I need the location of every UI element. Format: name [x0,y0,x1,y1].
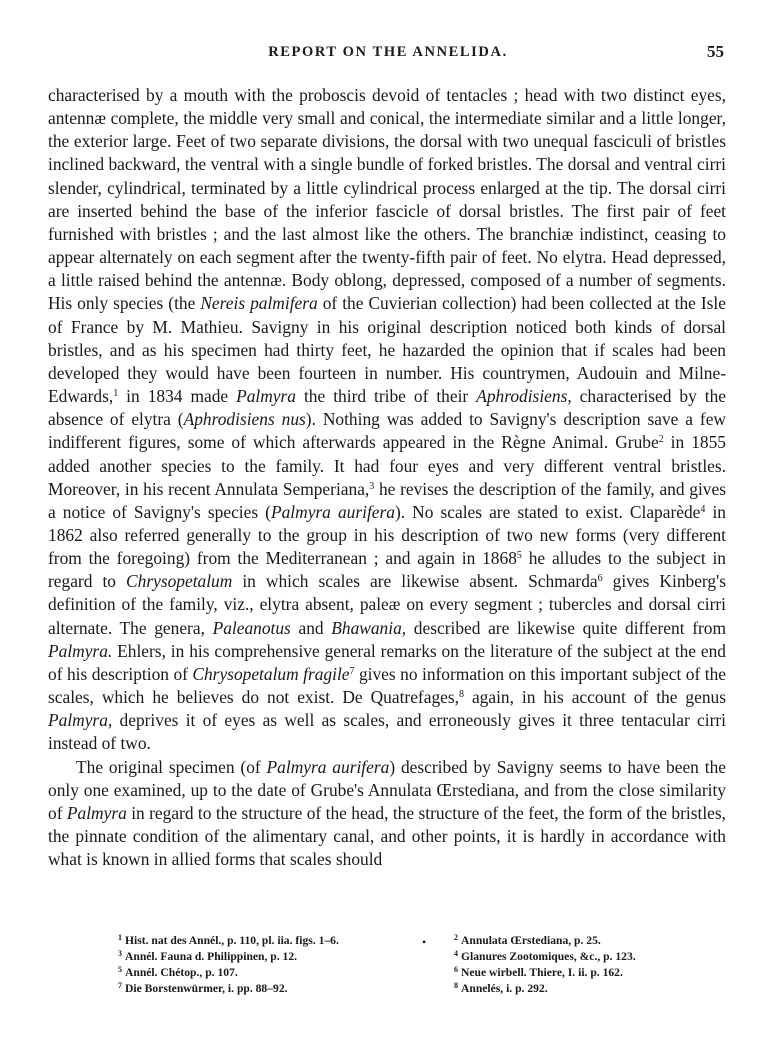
footnote-ref: 7 [349,665,355,677]
footnote-text: Die Borstenwürmer, i. pp. 88–92. [125,982,288,995]
text-run: gives no information on this important subject of the scales, which he believes do not exist. De Quatrefages, [48,663,726,708]
italic-taxon: Palmyra. [48,640,113,661]
footnote-7 [118,981,454,997]
italic-taxon: Paleanotus [212,617,291,638]
footnote-text: Annél. Fauna d. Philippinen, p. 12. [125,950,298,963]
italic-taxon: Chrysopetalum fragile [192,663,350,684]
page-number: 55 [707,42,724,61]
footnote-text: Hist. nat des Annél., p. 110, pl. iia. figs. 1–6. [125,934,339,947]
text-run: in which scales are likewise absent. Schmarda [232,571,598,592]
text-run: again, in his account of the genus [463,687,726,708]
footnote-number: 7 [118,981,122,990]
italic-taxon: Aphrodisiens, [476,386,572,407]
footnote-6 [454,965,734,981]
footnote-ref: 2 [658,434,664,446]
text-run: in 1855 added another species to the family. It had four eyes and very different ventral bristles. Moreover, in his recent Annulata Semperiana, [48,432,726,499]
page-header [0,44,776,68]
italic-taxon: Bhawania, [331,617,407,638]
text-run: ). No scales are stated to exist. Claparède [394,501,701,522]
italic-taxon: Palmyra aurifera [270,501,395,522]
footnote-4 [454,949,734,965]
footnote-3 [118,949,454,965]
footnote-ref: 4 [700,503,706,515]
stray-dot: • [422,935,427,949]
footnote-number: 4 [454,949,458,958]
footnote-text: Annulata Œrstediana, p. 25. [461,934,601,947]
footnote-number: 6 [454,965,458,974]
text-run: he alludes to the subject in regard to [48,548,726,592]
footnote-8 [454,981,734,997]
footnote-5 [118,965,454,981]
text-run: described are likewise quite different from [406,617,727,638]
text-run: The original specimen (of [76,756,267,777]
footnote-ref: 5 [516,550,522,562]
footnote-row [118,933,738,949]
footnote-row [118,965,738,981]
body-text [48,84,726,871]
footnotes [118,933,738,997]
footnote-number: 3 [118,949,122,958]
text-run: characterised by the absence of elytra ( [48,386,726,430]
italic-taxon: Palmyra [236,386,296,407]
footnote-1 [118,933,454,949]
footnote-number: 5 [118,965,122,974]
italic-taxon: Chrysopetalum [126,571,233,592]
text-run: ) described by Savigny seems to have been the only one examined, up to the date of Grube's Annulata Œrstediana, and from the close similarity of [48,756,726,823]
text-run: in 1834 made [118,386,237,407]
italic-taxon: Nereis palmifera [200,293,318,314]
text-run: in regard to the structure of the head, the structure of the feet, the form of the bristles, the pinnate condition of the alimentary canal, and other points, it is hardly in accordance with what is known in allied forms that scales should [48,802,726,870]
italic-taxon: Palmyra [66,802,127,823]
text-run: of the Cuvierian collection) had been collected at the Isle of France by M. Mathieu. Savigny in his original description noticed both kinds of dorsal bristles, and as his specimen had thirty feet, he hazarded the opinion that if scales had been developed they would have been fourteen in number. His countrymen, Audouin and Milne-Edwards, [48,293,726,407]
text-run: ). Nothing was added to Savigny's description save a few indifferent figures, some of which afterwards appeared in the Règne Animal. Grube [48,409,726,453]
footnote-ref: 8 [458,689,464,701]
running-title: REPORT ON THE ANNELIDA. [268,44,508,60]
text-run: and [290,617,332,638]
footnote-text: Annél. Chétop., p. 107. [125,966,238,979]
paragraph-2 [48,756,726,872]
footnote-number: 1 [118,933,122,942]
italic-taxon: Aphrodisiens nus [183,409,306,430]
footnote-row [118,981,738,997]
footnote-ref: 1 [113,388,119,400]
footnote-text: Glanures Zootomiques, &c., p. 123. [461,950,636,963]
italic-taxon: Palmyra aurifera [266,756,390,777]
footnote-number: 2 [454,933,458,942]
text-run: gives Kinberg's definition of the family, viz., elytra absent, paleæ on every segment ; tubercles and dorsal cirri alternate. The genera, [48,571,727,638]
footnote-text: Annelés, i. p. 292. [461,982,548,995]
text-run: deprives it of eyes as well as scales, and erroneously gives it three tentacular cirri instead of two. [48,710,726,754]
footnote-ref: 3 [369,480,375,492]
footnote-number: 8 [454,981,458,990]
footnote-text: Neue wirbell. Thiere, I. ii. p. 162. [461,966,623,979]
italic-taxon: Palmyra, [48,710,113,731]
text-run: characterised by a mouth with the proboscis devoid of tentacles ; head with two distinct eyes, antennæ complete, the middle very small and conical, the intermediate similar and a little longer, the exterior large. Feet of two separate divisions, the dorsal with two unequal fasciculi of bristles inclined backward, the ventral with a single bundle of forked bristles. The dorsal and ventral cirri slender, cylindrical, terminated by a little cylindrical process enlarged at the tip. The dorsal cirri are inserted behind the base of the inferior fascicle of dorsal bristles. The first pair of feet furnished with bristles ; and the last almost like the others. The branchiæ indistinct, ceasing to appear alternately on each segment after the twenty-fifth pair of feet. No elytra. Head depressed, a little raised behind the antennæ. Body oblong, depressed, composed of a number of segments. His only species (the [48,85,726,314]
paragraph-1 [48,84,726,756]
footnote-row [118,949,738,965]
text-run: Ehlers, in his comprehensive general remarks on the literature of the subject at the end of his description of [48,640,726,684]
footnote-2 [454,933,734,949]
text-run: in 1862 also referred generally to the group in his description of two new forms (very different from the foregoing) from the Mediterranean ; and again in 1868 [48,501,726,569]
text-run: he revises the description of the family, and gives a notice of Savigny's species ( [48,478,726,522]
footnote-ref: 6 [597,573,603,585]
text-run: the third tribe of their [296,386,477,407]
